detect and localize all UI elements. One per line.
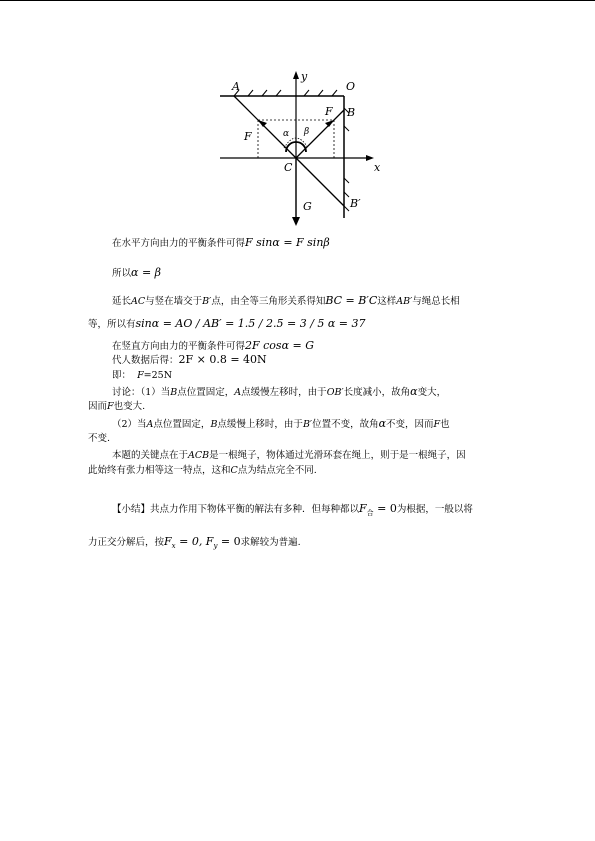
text-line-9: 因而F也变大. [88,401,146,412]
rope-extension-cbp [296,158,344,206]
force-arrow-right [325,120,334,127]
text-line-7: 即： F=25N [112,370,173,381]
force-arrow-left [258,120,267,127]
x-axis-arrow [366,155,374,161]
text-line-1: 在水平方向由力的平衡条件可得F sinα = F sinβ [112,236,330,249]
force-diagram-svg [210,68,390,228]
text-line-4: 等，所以有sinα = AO / AB′ = 1.5 / 2.5 = 3 / 5 α = 37 [88,317,366,330]
text-line-10: （2）当A点位置固定，B点缓慢上移时，由于B′位置不变，故角α不变，因而F也 [112,417,450,430]
text-line-2: 所以α = β [112,266,162,279]
gravity-arrow [292,217,300,226]
ceiling-hatch [234,90,337,96]
text-line-8: 讨论：（1）当B点位置固定，A点缓慢左移时，由于OB′长度减小，故角α变大， [112,385,447,398]
label-c: C [284,161,293,174]
summary-line-1: 【小结】共点力作用下物体平衡的解法有多种．但每种都以$F_合 = 0$为根据，一般以将 [112,502,473,517]
label-y: y [301,70,308,83]
force-diagram [210,68,390,228]
text-line-6: 代人数据后得：2F × 0.8 = 40N [112,353,267,366]
text-line-13: 此始终有张力相等这一特点，这和C点为结点完全不同. [88,465,317,476]
label-x: x [374,161,381,174]
text-line-5: 在竖直方向由力的平衡条件可得2F cosα = G [112,339,314,352]
label-b: B [347,106,356,119]
label-o: O [346,80,356,93]
summary-line-2: 力正交分解后，按$F_x = 0$, $F_y = 0$求解较为普遍. [88,535,301,550]
label-a: A [232,80,240,93]
y-axis-arrow [293,71,299,79]
label-beta: β [304,127,310,137]
label-f-right: F [325,105,333,118]
top-rule [0,0,595,1]
text-line-12: 本题的关键点在于ACB是一根绳子，物体通过光滑环套在绳上，则于是一根绳子，因 [112,450,466,461]
label-b-prime: B′ [350,197,361,210]
text-line-3: 延长AC与竖在墙交于B′点，由全等三角形关系得知BC = B′C这样AB′与绳总长相 [112,294,460,307]
label-f-left: F [244,130,252,143]
label-g: G [303,200,312,213]
label-alpha: α [283,129,290,139]
text-line-11: 不变. [88,433,111,444]
